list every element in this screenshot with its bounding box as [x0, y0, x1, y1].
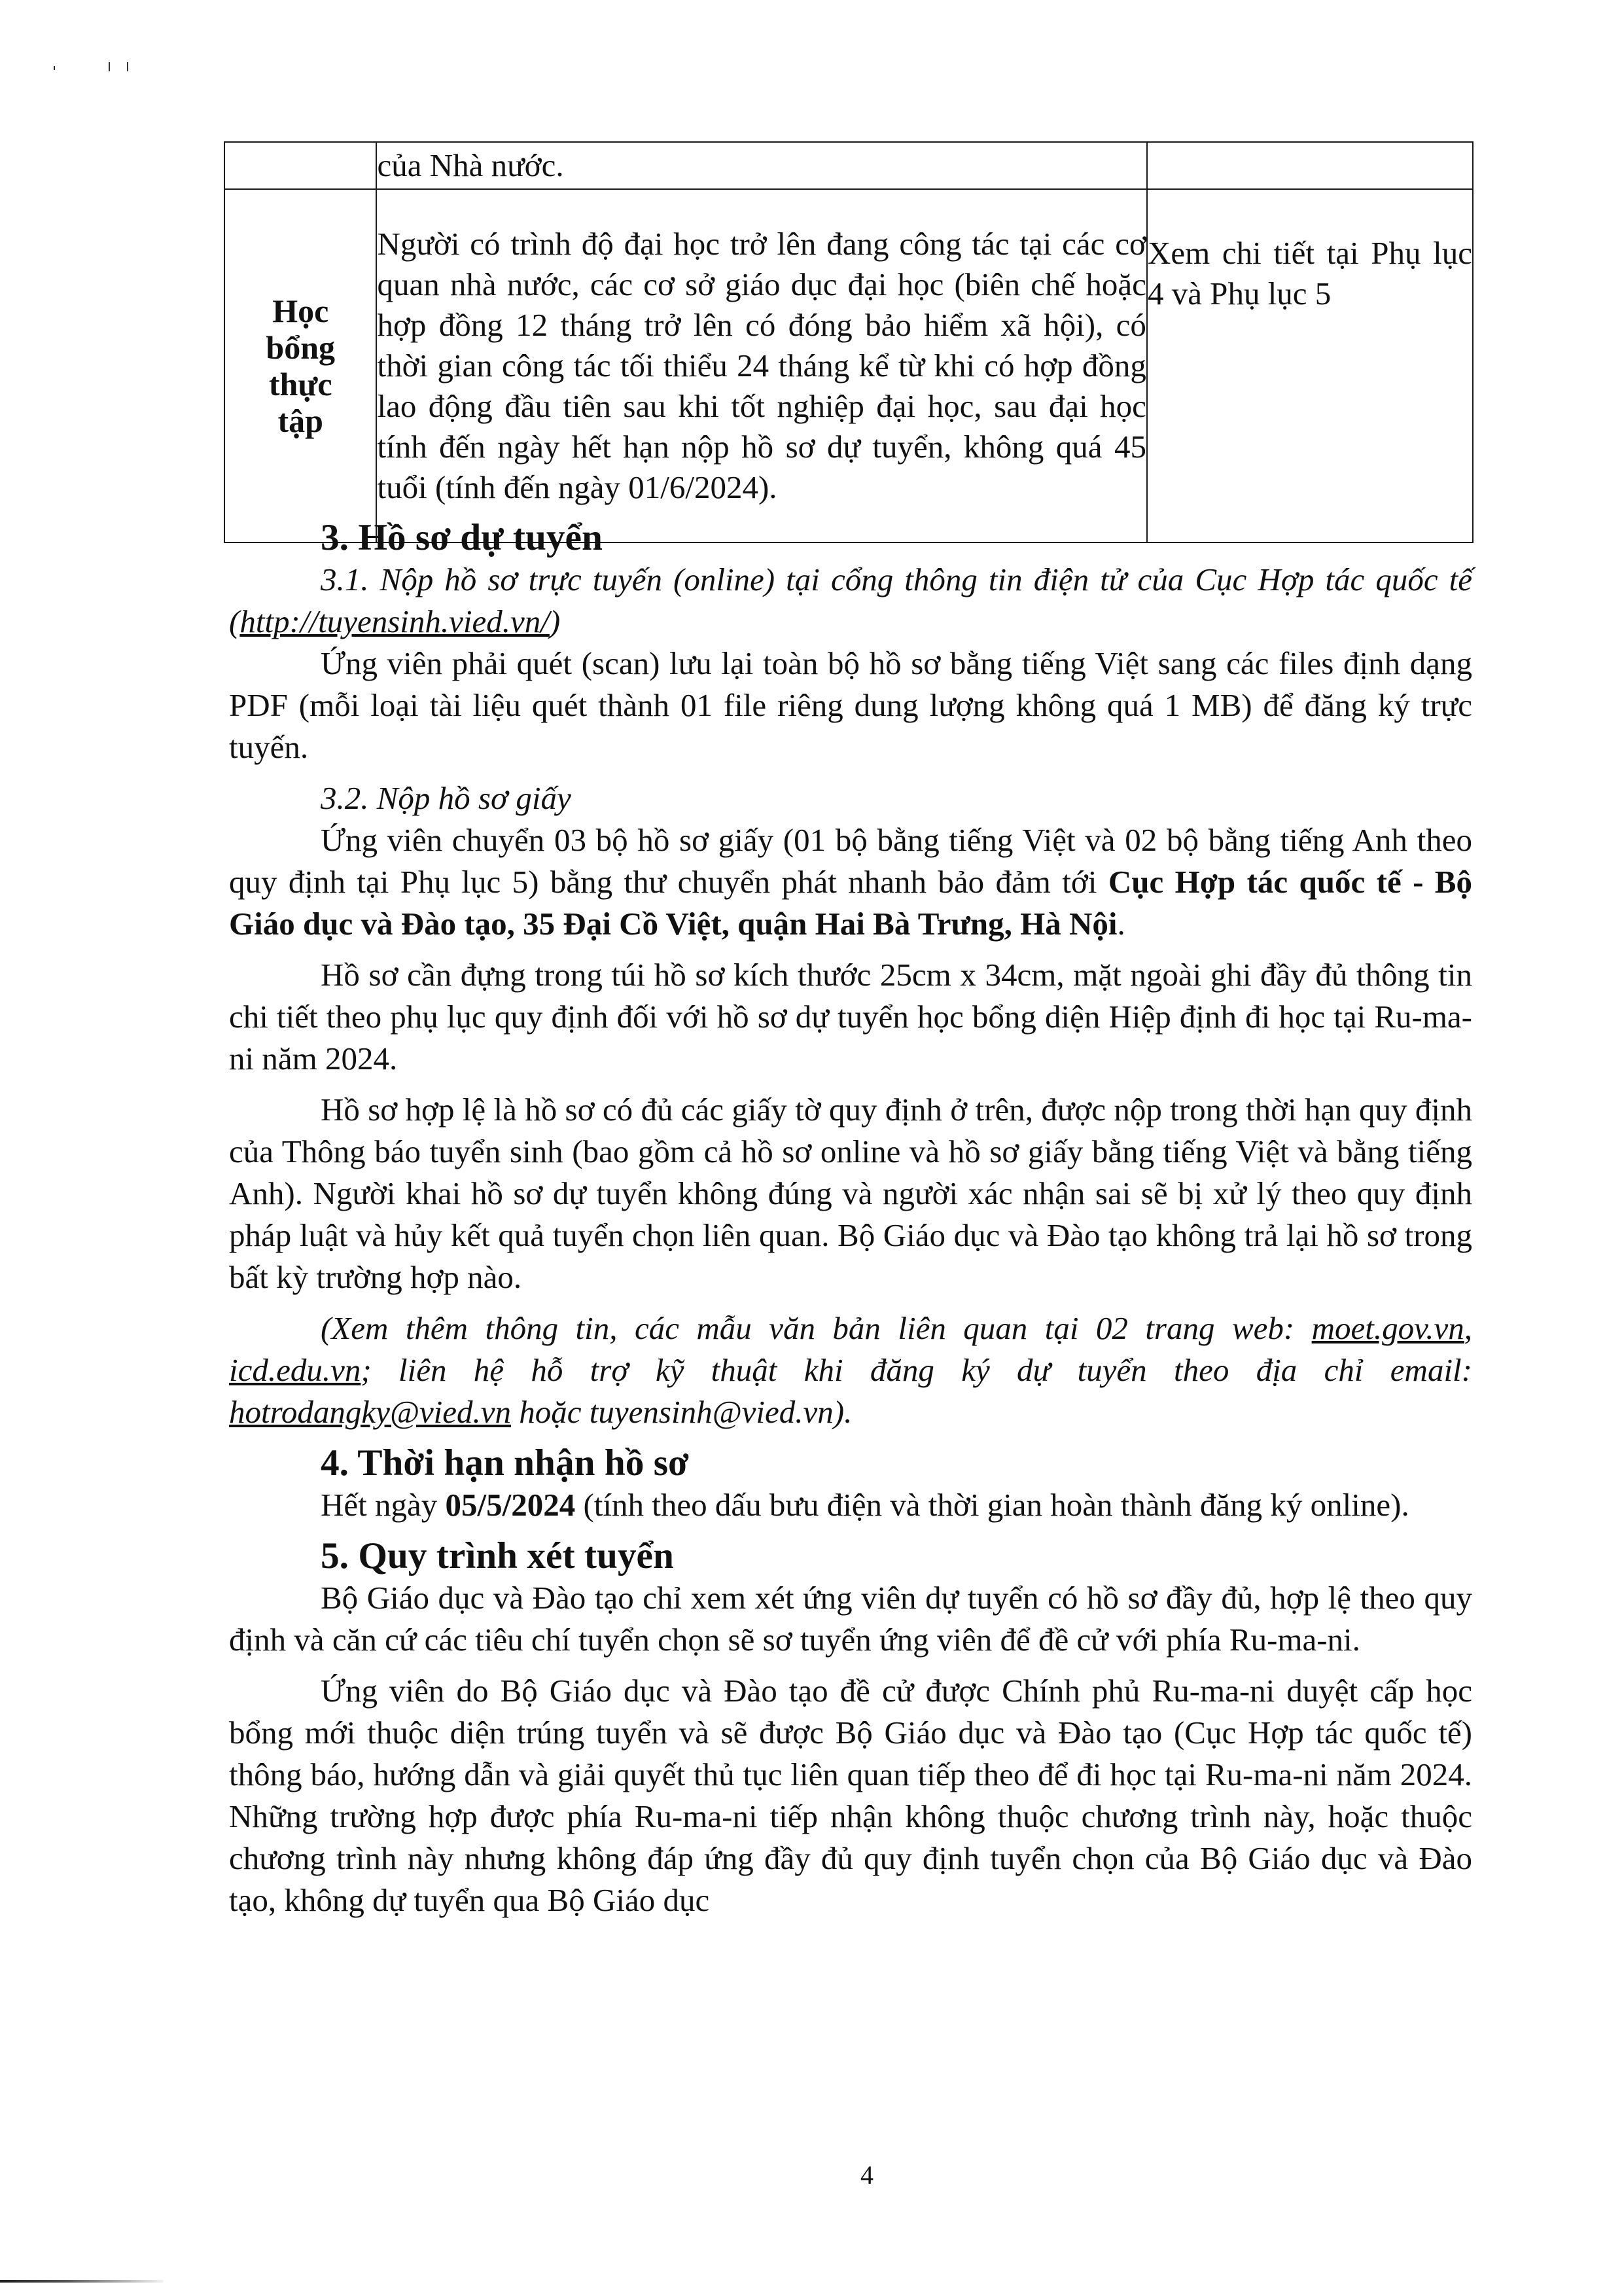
section-heading-selection: 5. Quy trình xét tuyển	[321, 1535, 674, 1576]
selection-paragraph-2: Ứng viên do Bộ Giáo dục và Đào tạo đề cử được Chính phủ Ru-ma-ni duyệt cấp học bổng mới thuộc diện trúng tuyển và sẽ được Bộ Giáo dục và Đào tạo (Cục Hợp tác quốc tế) thông báo, hướng dẫn và giải quyết thủ tục liên quan tiếp theo để đi học tại Ru-ma-ni năm 2024. Những trường hợp được phía Ru-ma-ni tiếp nhận không thuộc chương trình này, hoặc thuộc chương trình này nhưng không đáp ứng đầy đủ quy định tuyển chọn của Bộ Giáo dục và Đào tạo, không dự tuyển qua Bộ Giáo dục	[229, 1673, 1472, 1918]
valid-application-rules: Hồ sơ hợp lệ là hồ sơ có đủ các giấy tờ quy định ở trên, được nộp trong thời hạn quy định của Thông báo tuyển sinh (bao gồm cả hồ sơ online và hồ sơ giấy bằng tiếng Việt và bằng tiếng Anh). Người khai hồ sơ dự tuyển không đúng và người xác nhận sai sẽ bị xử lý theo quy định pháp luật và hủy kết quả tuyển chọn liên quan. Bộ Giáo dục và Đào tạo không trả lại hồ sơ trong bất kỳ trường hợp nào.	[229, 1092, 1472, 1295]
eligibility-requirements: Người có trình độ đại học trở lên đang công tác tại các cơ quan nhà nước, các cơ sở giáo dục đại học (biên chế hoặc hợp đồng 12 tháng trở lên có đóng bảo hiểm xã hội), có thời gian công tác tối thiểu 24 tháng kể từ khi có hợp đồng lao động đầu tiên sau khi tốt nghiệp đại học, sau đại học tính đến ngày hết hạn nộp hồ sơ dự tuyển, không quá 45 tuổi (tính đến ngày 01/6/2024).	[376, 189, 1146, 543]
support-email-link[interactable]: hotrodangky@vied.vn	[229, 1394, 512, 1430]
online-instructions: Ứng viên phải quét (scan) lưu lại toàn bộ hồ sơ bằng tiếng Việt sang các files định dạng PDF (mỗi loại tài liệu quét thành 01 file riêng dung lượng không quá 1 MB) để đăng ký trực tuyến.	[229, 645, 1472, 765]
table-cell-content: của Nhà nước.	[376, 142, 1146, 189]
footer-rule	[0, 2280, 164, 2283]
label-line: thực	[268, 366, 332, 402]
icd-link[interactable]: icd.edu.vn	[229, 1352, 361, 1388]
label-line: bổng	[266, 329, 336, 366]
paren-close: )	[549, 603, 561, 639]
subsection-online-title: 3.1. Nộp hồ sơ trực tuyến (online) tại cổng thông tin điện tử của Cục Hợp tác quốc tế (	[229, 561, 1472, 639]
contact-note	[229, 1308, 1472, 1433]
table-row	[224, 189, 1473, 543]
deadline-text	[229, 1484, 1472, 1526]
deadline-prefix: Hết ngày	[321, 1487, 446, 1523]
section-heading-deadline: 4. Thời hạn nhận hồ sơ	[321, 1442, 689, 1484]
document-body	[229, 517, 1472, 1921]
subsection-paper-heading: 3.2. Nộp hồ sơ giấy	[321, 780, 571, 816]
table-cell-label	[224, 142, 376, 189]
note-text: (Xem thêm thông tin, các mẫu văn bản liên quan tại 02 trang web:	[321, 1310, 1312, 1346]
envelope-instructions: Hồ sơ cần đựng trong túi hồ sơ kích thước 25cm x 34cm, mặt ngoài ghi đầy đủ thông tin chi tiết theo phụ lục quy định đối với hồ sơ dự tuyển học bổng diện Hiệp định đi học tại Ru-ma-ni năm 2024.	[229, 957, 1472, 1076]
table-row	[224, 142, 1473, 189]
table-cell-note	[1147, 142, 1473, 189]
page-number: 4	[860, 2160, 874, 2190]
paper-instructions	[229, 819, 1472, 945]
period: .	[1117, 906, 1125, 942]
note-text: ; liên hệ hỗ trợ kỹ thuật khi đăng ký dự tuyển theo địa chỉ email:	[361, 1352, 1472, 1388]
selection-paragraph-1: Bộ Giáo dục và Đào tạo chỉ xem xét ứng viên dự tuyển có hồ sơ đầy đủ, hợp lệ theo quy định và căn cứ các tiêu chí tuyển chọn sẽ sơ tuyển ứng viên để đề cử với phía Ru-ma-ni.	[229, 1580, 1472, 1658]
deadline-date: 05/5/2024	[445, 1487, 576, 1523]
mailing-address: Cục Hợp tác quốc tế - Bộ Giáo dục và Đào tạo, 35 Đại Cồ Việt, quận Hai Bà Trưng, Hà Nội	[229, 864, 1472, 942]
subsection-online-heading	[229, 559, 1472, 643]
portal-link[interactable]: http://tuyensinh.vied.vn/	[239, 603, 550, 639]
section-heading-applications: 3. Hồ sơ dự tuyển	[321, 517, 603, 558]
moet-link[interactable]: moet.gov.vn	[1311, 1310, 1464, 1346]
scholarship-type-label	[224, 189, 376, 543]
paper-instructions-text: Ứng viên chuyển 03 bộ hồ sơ giấy (01 bộ bằng tiếng Việt và 02 bộ bằng tiếng Anh theo quy định tại Phụ lục 5) bằng thư chuyển phát nhanh bảo đảm tới	[229, 822, 1472, 900]
scan-marks	[46, 62, 144, 82]
deadline-suffix: (tính theo dấu bưu điện và thời gian hoàn thành đăng ký online).	[575, 1487, 1409, 1523]
label-line: tập	[277, 402, 323, 439]
label-line: Học	[272, 293, 329, 329]
eligibility-table	[224, 141, 1474, 543]
separator: ,	[1464, 1310, 1472, 1346]
appendix-reference: Xem chi tiết tại Phụ lục 4 và Phụ lục 5	[1147, 189, 1473, 543]
note-text: hoặc tuyensinh@vied.vn).	[511, 1394, 853, 1430]
